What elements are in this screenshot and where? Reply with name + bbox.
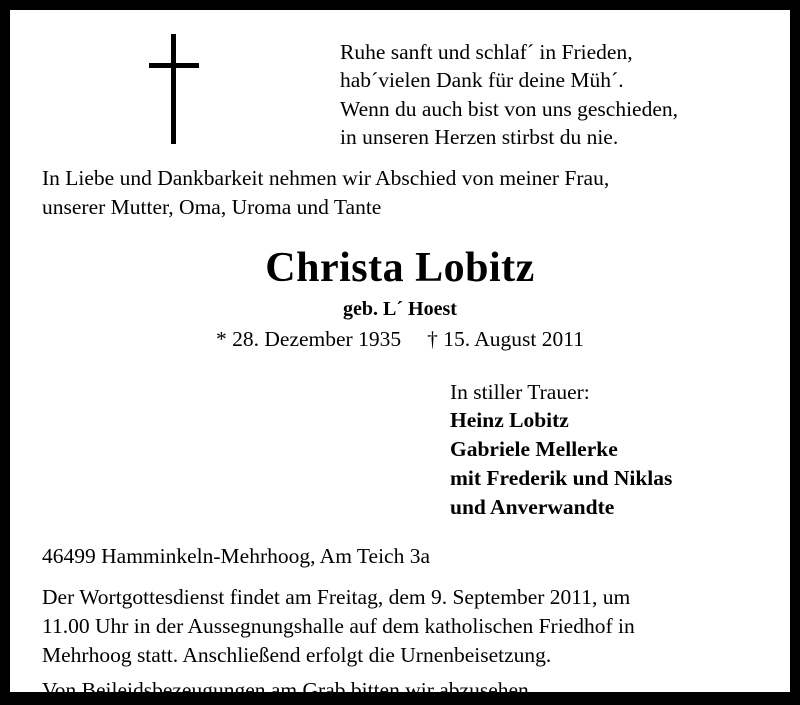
verse-line-4: in unseren Herzen stirbst du nie. — [340, 125, 619, 150]
cross-horizontal-bar — [149, 63, 199, 68]
obituary-notice — [10, 10, 790, 702]
service-line-3: Mehrhoog statt. Anschließend erfolgt die Urnenbeisetzung. — [42, 643, 552, 668]
deceased-name: Christa Lobitz — [265, 244, 535, 291]
cross-icon-wrap — [10, 26, 340, 144]
verse-text — [340, 26, 678, 152]
verse-block — [10, 10, 790, 152]
life-dates — [10, 327, 790, 352]
verse-line-1: Ruhe sanft und schlaf´ in Frieden, — [340, 40, 633, 64]
closing-line: Von Beileidsbezeugungen am Grab bitten wir abzusehen. — [42, 677, 535, 702]
intro-line-2: unserer Mutter, Oma, Uroma und Tante — [42, 194, 382, 219]
verse-line-3: Wenn du auch bist von uns geschieden, — [340, 96, 679, 121]
maiden-name: geb. L´ Hoest — [343, 297, 457, 320]
mourning-header: In stiller Trauer: — [450, 379, 590, 404]
intro-text — [10, 164, 790, 222]
verse-line-2: hab´vielen Dank für deine Müh´. — [340, 68, 624, 93]
service-details — [10, 583, 790, 705]
service-line-1: Der Wortgottesdienst findet am Freitag, dem 9. September 2011, um — [42, 584, 631, 609]
intro-line-1: In Liebe und Dankbarkeit nehmen wir Abschied von meiner Frau, — [42, 165, 610, 190]
address-line: 46499 Hamminkeln-Mehrhoog, Am Teich 3a — [42, 543, 431, 568]
mourner-4: und Anverwandte — [450, 494, 615, 519]
mourner-2: Gabriele Mellerke — [450, 437, 618, 462]
cross-vertical-bar — [171, 34, 176, 144]
mourners-block — [10, 378, 790, 522]
cross-icon — [143, 34, 207, 144]
death-date: † 15. August 2011 — [427, 326, 584, 351]
mourner-3: mit Frederik und Niklas — [450, 465, 673, 490]
service-line-2: 11.00 Uhr in der Aussegnungshalle auf dem katholischen Friedhof in — [42, 613, 635, 638]
mourner-1: Heinz Lobitz — [450, 408, 569, 433]
birth-date: * 28. Dezember 1935 — [216, 326, 402, 351]
